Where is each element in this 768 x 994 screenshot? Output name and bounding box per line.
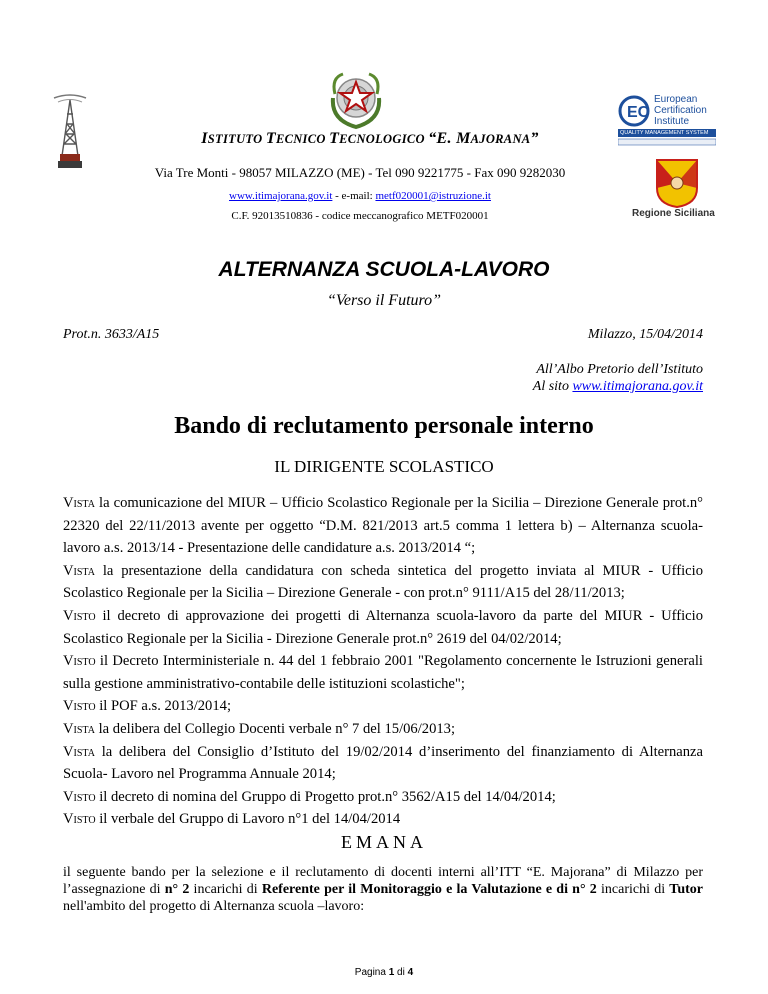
premise-paragraph: Vista la comunicazione del MIUR – Ufficio Scolastico Regionale per la Sicilia – Direzione Generale prot.n° 22320 del 22/11/2013 avente per oggetto “D.M. 821/2013 art.5 comma 1 lettera b) – Alternanza scuola-lavoro a.s. 2013/14 - Presentazione delle candidature a.s. 2013/2014 “; (63, 495, 703, 557)
cert-name-line-3: Institute (654, 116, 690, 127)
page-total: 4 (407, 967, 414, 978)
svg-text:EC: EC (627, 104, 650, 121)
page-number: 1 (388, 967, 395, 978)
cert-name-line-2: Certification (654, 105, 707, 116)
site-link[interactable]: www.itimajorana.gov.it (572, 379, 703, 394)
issuer-heading: IL DIRIGENTE SCOLASTICO (274, 457, 494, 476)
premise-paragraph: Vista la presentazione della candidatura con scheda sintetica del progetto inviata al MIUR - Ufficio Scolastico Regionale per la Sicilia – Direzione Generale - con prot.n° 9111/A15 del 28/11/2013; (63, 562, 703, 602)
decree-paragraph: il seguente bando per la selezione e il reclutamento di docenti interni all’ITT “E. Majorana” di Milazzo per l’assegnazione di n° 2 incarichi di Referente per il Monitoraggio e la Valutazione e di n° 2 incarichi di Tutor nell'ambito del progetto di Alternanza scuola –lavoro: (63, 865, 704, 914)
premise-paragraph: Visto il decreto di nomina del Gruppo di Progetto prot.n° 3562/A15 del 14/04/2014; (63, 788, 556, 805)
italian-emblem (327, 68, 385, 130)
certification-logo (618, 93, 716, 153)
cert-name-line-1: European (654, 94, 698, 105)
recipient-line-2: Al sito www.itimajorana.gov.it (532, 379, 703, 394)
document-heading: Bando di reclutamento personale interno (174, 413, 594, 439)
premise-paragraph: Visto il decreto di approvazione dei progetti di Alternanza scuola-lavoro da parte del MIUR - Ufficio Scolastico Regionale per la Sicilia - Direzione Generale prot.n° 2619 del 04/02/2014; (63, 607, 703, 647)
radio-tower-logo (50, 92, 90, 172)
premise-paragraph: Visto il POF a.s. 2013/2014; (63, 698, 232, 715)
project-motto: “Verso il Futuro” (326, 292, 442, 309)
fiscal-code: C.F. 92013510836 - codice meccanografico METF020001 (231, 210, 489, 222)
page-footer: Pagina 1 di 4 (354, 967, 414, 978)
website-link[interactable]: www.itimajorana.gov.it (229, 190, 333, 202)
school-address: Via Tre Monti - 98057 MILAZZO (ME) - Tel 090 9221775 - Fax 090 9282030 (154, 165, 566, 180)
protocol-number: Prot.n. 3633/A15 (63, 327, 160, 342)
regione-siciliana-logo (632, 158, 722, 220)
premises-block (63, 492, 703, 831)
premise-paragraph: Visto il Decreto Interministeriale n. 44 del 1 febbraio 2001 "Regolamento concernente le Istruzioni generali sulla gestione amministrativo-contabile delle istituzioni scolastiche"; (63, 653, 703, 692)
emana-heading: EMANA (341, 832, 427, 852)
premise-paragraph: Visto il verbale del Gruppo di Lavoro n°1 del 14/04/2014 (63, 811, 401, 828)
email-link[interactable]: metf020001@istruzione.it (375, 190, 491, 202)
region-label: Regione Siciliana (632, 208, 715, 219)
project-title: ALTERNANZA SCUOLA-LAVORO (218, 258, 550, 281)
school-name: ISTITUTO TECNICO TECNOLOGICO “E. MAJORANA” (201, 130, 539, 147)
place-date: Milazzo, 15/04/2014 (587, 327, 703, 342)
premise-paragraph: Vista la delibera del Consiglio d’Istituto del 19/02/2014 d’inserimento del finanziamento di Alternanza Scuola- Lavoro nel Programma Annuale 2014; (63, 743, 703, 783)
contact-line: www.itimajorana.gov.it - e-mail: metf020001@istruzione.it (229, 190, 491, 202)
cert-quality-label: QUALITY MANAGEMENT SYSTEM (620, 130, 709, 136)
recipient-line-1: All’Albo Pretorio dell’Istituto (536, 362, 703, 377)
premise-paragraph: Vista la delibera del Collegio Docenti verbale n° 7 del 15/06/2013; (63, 720, 456, 737)
